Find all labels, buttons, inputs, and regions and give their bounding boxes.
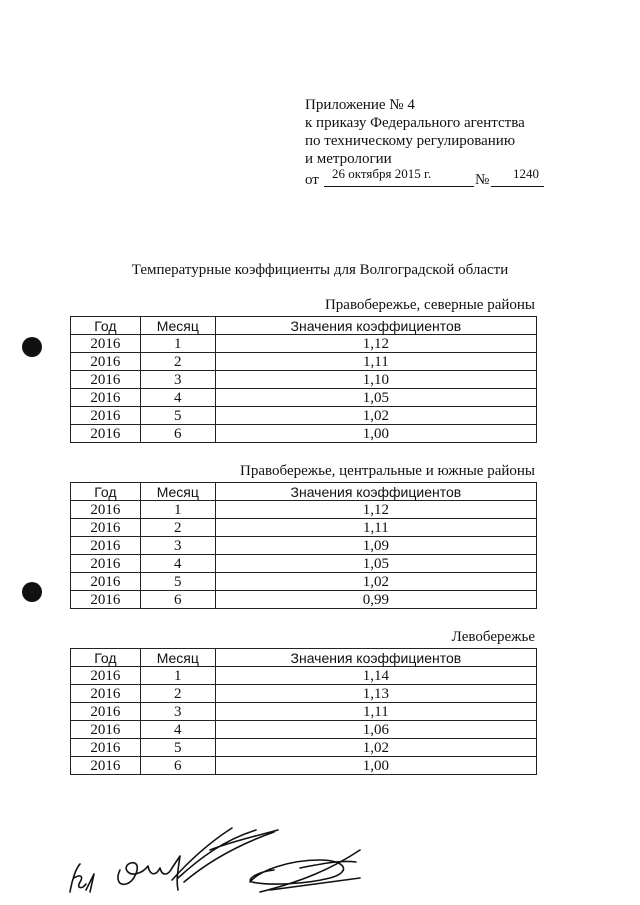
cell-year: 2016 <box>71 591 141 609</box>
cell-month: 4 <box>140 721 215 739</box>
table-header-row <box>71 649 537 667</box>
cell-month: 2 <box>140 353 215 371</box>
table-row <box>71 371 537 389</box>
table-row <box>71 757 537 775</box>
section-caption: Левобережье <box>451 629 535 645</box>
table-row <box>71 555 537 573</box>
section-caption: Правобережье, центральные и южные районы <box>240 463 535 479</box>
document-title: Температурные коэффициенты для Волгоградской области <box>131 262 509 278</box>
cell-month: 1 <box>140 335 215 353</box>
cell-month: 1 <box>140 667 215 685</box>
cell-month: 6 <box>140 757 215 775</box>
cell-value: 1,13 <box>215 685 536 703</box>
column-header-month: Месяц <box>140 649 215 667</box>
cell-value: 1,06 <box>215 721 536 739</box>
cell-month: 2 <box>140 685 215 703</box>
cell-year: 2016 <box>71 389 141 407</box>
column-header-year: Год <box>71 317 141 335</box>
number-underline <box>491 186 544 187</box>
cell-year: 2016 <box>71 371 141 389</box>
table-row <box>71 573 537 591</box>
table-row <box>71 335 537 353</box>
table-header-row <box>71 483 537 501</box>
cell-year: 2016 <box>71 407 141 425</box>
cell-year: 2016 <box>71 537 141 555</box>
cell-value: 1,05 <box>215 555 536 573</box>
column-header-values: Значения коэффициентов <box>215 483 536 501</box>
table-row <box>71 501 537 519</box>
cell-year: 2016 <box>71 335 141 353</box>
table-row <box>71 537 537 555</box>
order-date: 26 октября 2015 г. <box>332 166 432 181</box>
cell-year: 2016 <box>71 573 141 591</box>
date-underline <box>324 186 474 187</box>
column-header-month: Месяц <box>140 483 215 501</box>
table-row <box>71 685 537 703</box>
cell-month: 6 <box>140 425 215 443</box>
cell-value: 1,12 <box>215 501 536 519</box>
table-row <box>71 389 537 407</box>
date-prefix: от <box>305 172 319 188</box>
column-header-values: Значения коэффициентов <box>215 317 536 335</box>
cell-value: 1,10 <box>215 371 536 389</box>
cell-month: 2 <box>140 519 215 537</box>
cell-year: 2016 <box>71 721 141 739</box>
table-header-row <box>71 317 537 335</box>
column-header-month: Месяц <box>140 317 215 335</box>
cell-month: 5 <box>140 739 215 757</box>
appendix-line: к приказу Федерального агентства <box>305 115 525 131</box>
coefficients-table <box>70 316 537 443</box>
cell-month: 6 <box>140 591 215 609</box>
cell-value: 1,00 <box>215 757 536 775</box>
appendix-line: Приложение № 4 <box>305 97 415 113</box>
cell-year: 2016 <box>71 425 141 443</box>
cell-month: 5 <box>140 407 215 425</box>
cell-value: 1,02 <box>215 407 536 425</box>
cell-month: 4 <box>140 555 215 573</box>
column-header-year: Год <box>71 483 141 501</box>
cell-year: 2016 <box>71 685 141 703</box>
cell-month: 3 <box>140 537 215 555</box>
cell-year: 2016 <box>71 501 141 519</box>
coefficients-table <box>70 482 537 609</box>
column-header-year: Год <box>71 649 141 667</box>
cell-value: 1,02 <box>215 739 536 757</box>
cell-year: 2016 <box>71 667 141 685</box>
column-header-values: Значения коэффициентов <box>215 649 536 667</box>
table-row <box>71 353 537 371</box>
table-row <box>71 703 537 721</box>
cell-value: 1,00 <box>215 425 536 443</box>
number-sign: № <box>475 172 490 188</box>
cell-value: 1,11 <box>215 353 536 371</box>
cell-value: 0,99 <box>215 591 536 609</box>
order-number: 1240 <box>513 166 539 181</box>
cell-year: 2016 <box>71 757 141 775</box>
cell-value: 1,05 <box>215 389 536 407</box>
table-row <box>71 425 537 443</box>
table-row <box>71 667 537 685</box>
cell-year: 2016 <box>71 703 141 721</box>
cell-year: 2016 <box>71 519 141 537</box>
cell-value: 1,14 <box>215 667 536 685</box>
cell-value: 1,02 <box>215 573 536 591</box>
cell-year: 2016 <box>71 739 141 757</box>
appendix-line: и метрологии <box>305 151 392 167</box>
table-row <box>71 519 537 537</box>
cell-month: 1 <box>140 501 215 519</box>
cell-year: 2016 <box>71 555 141 573</box>
order-date-line <box>305 166 545 188</box>
cell-month: 3 <box>140 371 215 389</box>
handwritten-signatures <box>60 820 380 900</box>
table-row <box>71 407 537 425</box>
cell-value: 1,12 <box>215 335 536 353</box>
table-row <box>71 721 537 739</box>
section-caption: Правобережье, северные районы <box>324 297 535 313</box>
punch-hole-top <box>22 337 42 357</box>
appendix-line: по техническому регулированию <box>305 133 516 149</box>
coefficients-table <box>70 648 537 775</box>
cell-value: 1,11 <box>215 519 536 537</box>
punch-hole-bottom <box>22 582 42 602</box>
appendix-header <box>305 96 525 168</box>
cell-value: 1,09 <box>215 537 536 555</box>
cell-month: 5 <box>140 573 215 591</box>
table-row <box>71 591 537 609</box>
cell-month: 3 <box>140 703 215 721</box>
cell-year: 2016 <box>71 353 141 371</box>
cell-value: 1,11 <box>215 703 536 721</box>
cell-month: 4 <box>140 389 215 407</box>
table-row <box>71 739 537 757</box>
